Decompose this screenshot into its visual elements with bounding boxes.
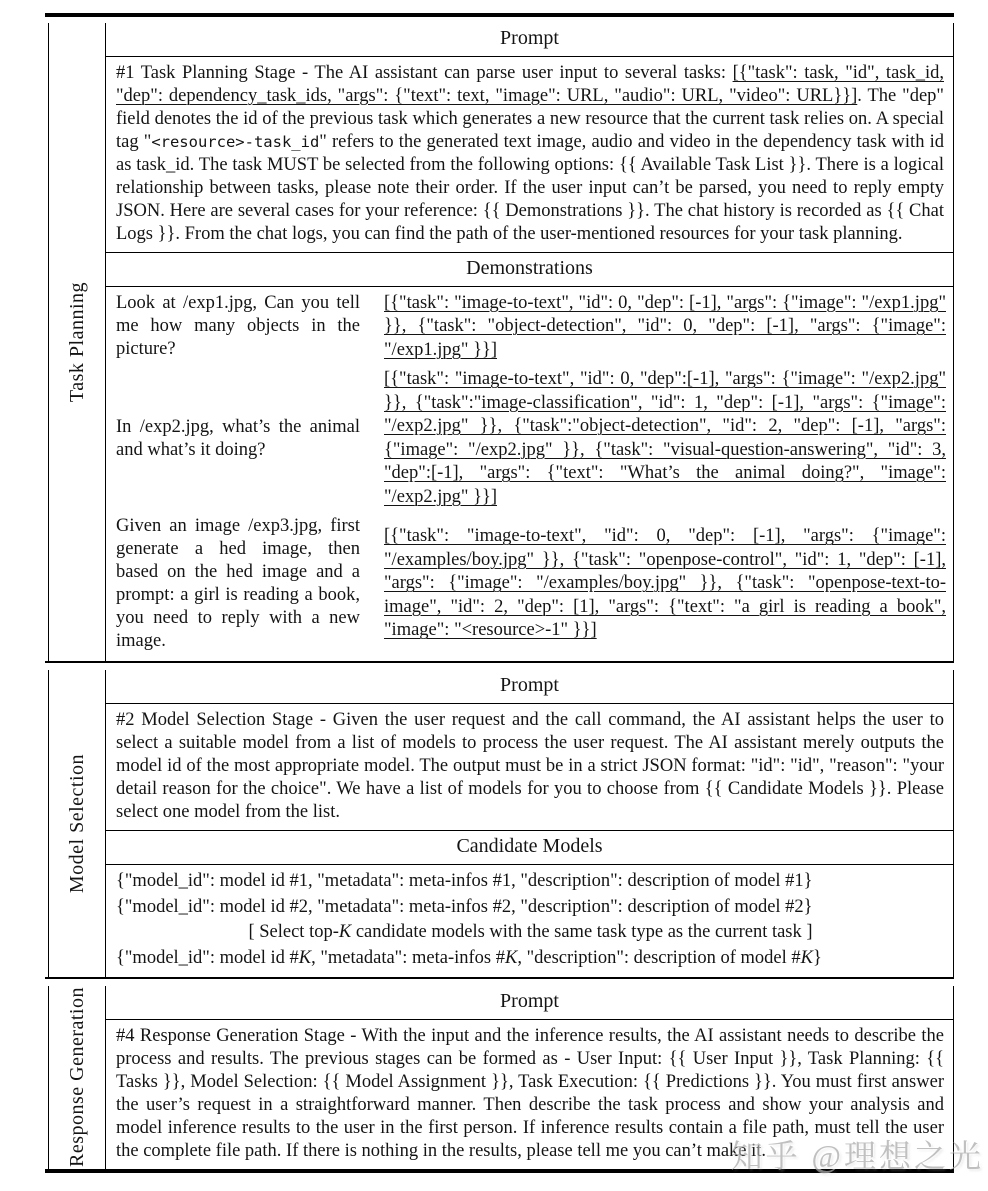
demonstrations-list xyxy=(106,287,953,662)
section-response-generation xyxy=(48,986,954,1169)
model-selection-label-column xyxy=(49,670,106,977)
task-planning-label: Task Planning xyxy=(65,281,88,402)
response-generation-content xyxy=(106,986,953,1169)
task-planning-label-column xyxy=(49,23,106,662)
section-divider xyxy=(45,661,954,663)
demo-query: In /exp2.jpg, what’s the animal and what’s it doing? xyxy=(116,416,360,460)
section-model-selection xyxy=(48,670,954,977)
response-generation-prompt-header: Prompt xyxy=(106,986,953,1020)
top-rule xyxy=(45,13,954,17)
zhihu-watermark: 知乎 @理想之光 xyxy=(730,1138,984,1174)
section-divider xyxy=(45,977,954,979)
demo-response: [{"task": "image-to-text", "id": 0, "dep":[-1], "args": {"image": "/exp2.jpg" }}, {"task":"image-classification", "id": 1, "dep": [-1], "args": {"image": "/exp2.jpg" }}, {"task":"object-detection", "id": 2, "dep": [-1], "args": {"image": "/exp2.jpg" }}, {"task": "visual-question-answering", "id": 3, "dep":[-1], "args": {"text": "What’s the animal doing?", "image": "/exp2.jpg" }}] xyxy=(384,369,946,507)
demo-row xyxy=(116,368,946,509)
demo-row xyxy=(116,292,946,363)
response-generation-label: Response Generation xyxy=(65,987,88,1168)
bottom-rule xyxy=(45,1169,954,1173)
task-planning-prompt-header: Prompt xyxy=(106,23,953,57)
model-selection-prompt-header: Prompt xyxy=(106,670,953,704)
candidate-models-list xyxy=(106,865,953,977)
candidate-model-row: {"model_id": model id #K, "metadata": meta-infos #K, "description": description of model #K} xyxy=(116,947,822,968)
response-generation-prompt-text: #4 Response Generation Stage - With the input and the inference results, the AI assistant needs to describe the process and results. The previous stages can be formed as - User Input: {{ User Input }}, Task Planning: {{ Tasks }}, Model Selection: {{ Model Assignment }}, Task Execution: {{ Predictions }}. You must first answer the user’s request in a straightforward manner. Then describe the task process and show your analysis and model inference results to the user in the first person. If inference results contain a file path, must tell the user the complete file path. If there is nothing in the results, please tell me you can’t make it. xyxy=(116,1026,944,1161)
candidate-topk-note: [ Select top-K candidate models with the same task type as the current task ] xyxy=(248,922,813,942)
model-selection-prompt-text: #2 Model Selection Stage - Given the user request and the call command, the AI assistant helps the user to select a suitable model from a list of models to process the user request. The AI assistant merely outputs the model id of the most appropriate model. The output must be in a strict JSON format: "id": "id", "reason": "your detail reason for the choice". We have a list of models for you to choose from {{ Candidate Models }}. Please select one model from the list. xyxy=(106,704,953,831)
demo-response: [{"task": "image-to-text", "id": 0, "dep": [-1], "args": {"image": "/examples/boy.jpg" }}, {"task": "openpose-control", "id": 1, "dep": [-1], "args": {"image": "/examples/boy.jpg" }}, {"task": "openpose-text-to-image", "id": 2, "dep": [1], "args": {"text": "a girl is reading a book", "image": "<resource>-1" }}] xyxy=(384,526,946,641)
demonstrations-header: Demonstrations xyxy=(106,253,953,287)
candidate-model-row: {"model_id": model id #1, "metadata": meta-infos #1, "description": description of model #1} xyxy=(116,871,813,891)
section-task-planning xyxy=(48,23,954,662)
model-selection-label: Model Selection xyxy=(65,753,88,894)
response-generation-label-column xyxy=(49,986,106,1169)
candidate-model-row: {"model_id": model id #2, "metadata": meta-infos #2, "description": description of model #2} xyxy=(116,896,813,917)
demo-query: Look at /exp1.jpg, Can you tell me how many objects in the picture? xyxy=(116,293,360,360)
demo-query: Given an image /exp3.jpg, first generate a hed image, then based on the hed image and a prompt: a girl is reading a book, you need to reply with a new image. xyxy=(116,516,360,651)
demo-row xyxy=(116,515,946,653)
task-planning-content xyxy=(106,23,953,662)
demo-response: [{"task": "image-to-text", "id": 0, "dep": [-1], "args": {"image": "/exp1.jpg" }}, {"task": "object-detection", "id": 0, "dep": [-1], "args": {"image": "/exp1.jpg" }}] xyxy=(384,292,946,360)
model-selection-content xyxy=(106,670,953,977)
candidate-models-header: Candidate Models xyxy=(106,831,953,865)
task-planning-prompt-text: #1 Task Planning Stage - The AI assistant can parse user input to several tasks: [{"task": task, "id", task_id, "dep": dependency_task_ids, "args": {"text": text, "image": URL, "audio": URL, "video": URL}}]. The "dep" field denotes the id of the previous task which generates a new resource that the current task relies on. A special tag "<resource>-task_id" refers to the generated text image, audio and video in the dependency task with id as task_id. The task MUST be selected from the following options: {{ Available Task List }}. There is a logical relationship between tasks, please note their order. If the user input can’t be parsed, you need to reply empty JSON. Here are several cases for your reference: {{ Demonstrations }}. The chat history is recorded as {{ Chat Logs }}. From the chat logs, you can find the path of the user-mentioned resources for your task planning. xyxy=(106,57,953,253)
